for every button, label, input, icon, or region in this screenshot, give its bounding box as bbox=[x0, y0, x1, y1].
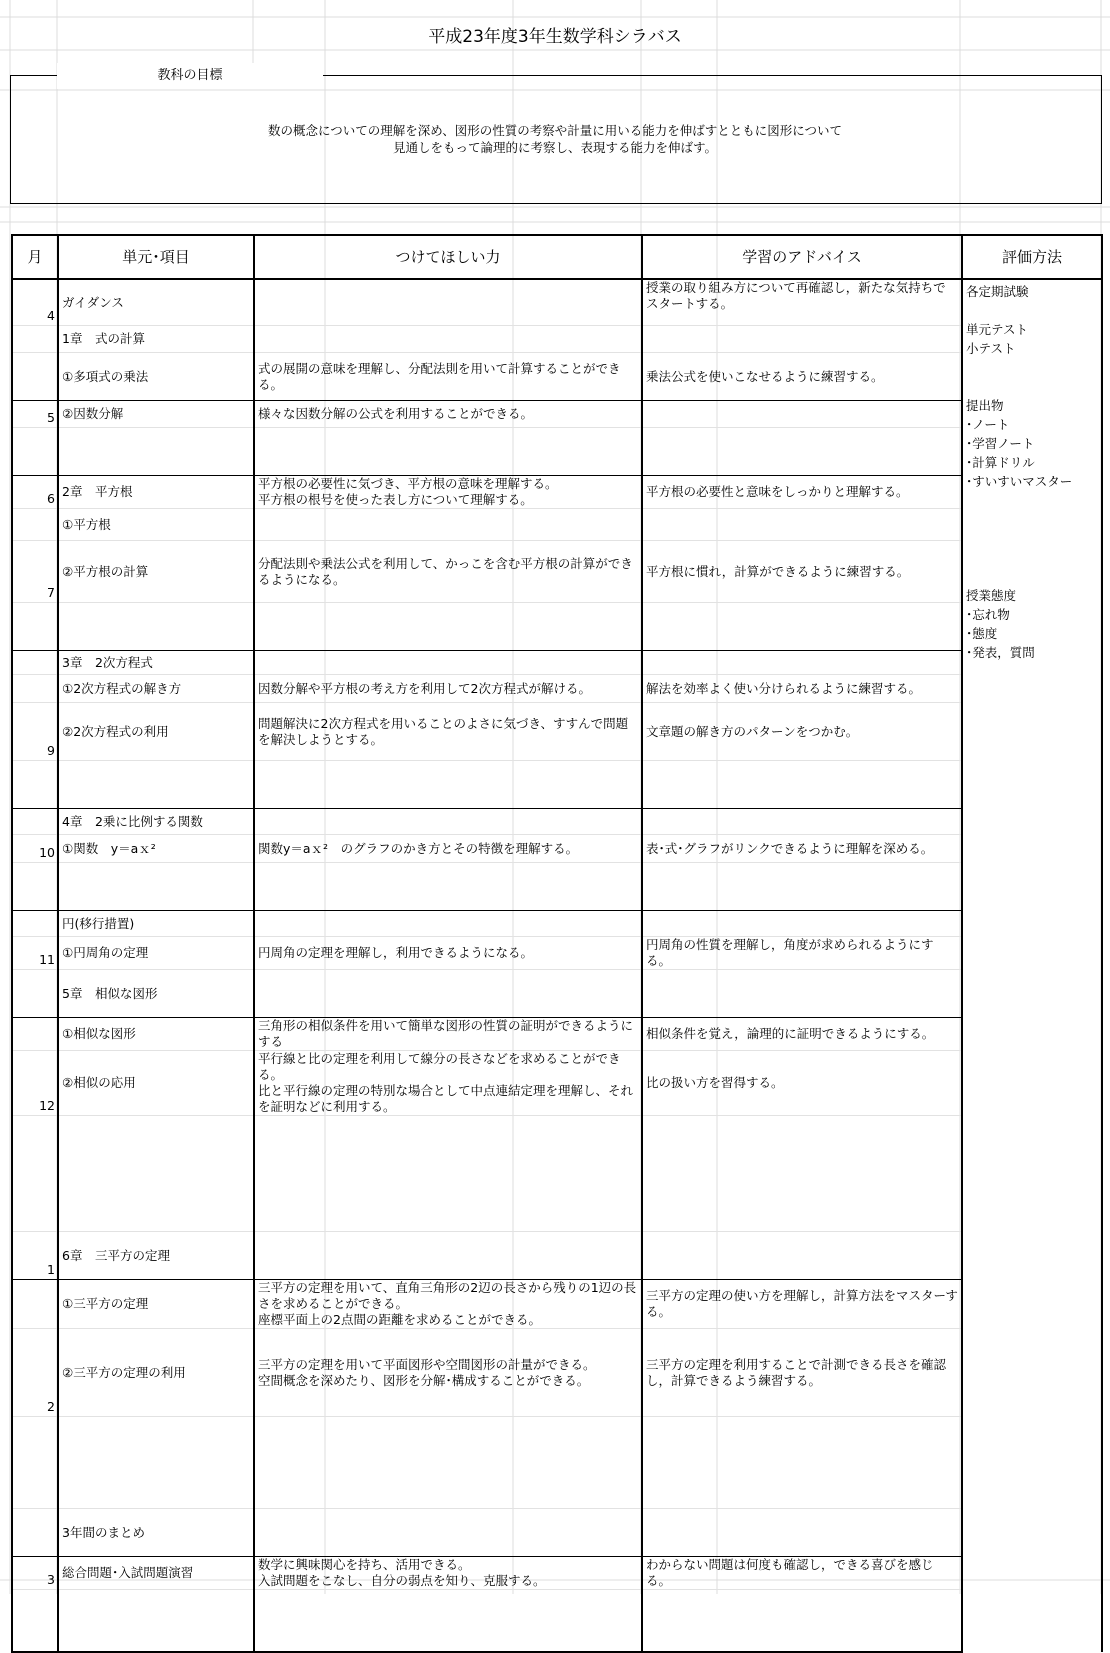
unit-cell bbox=[58, 1417, 254, 1509]
ability-cell bbox=[254, 1116, 642, 1232]
advice-cell bbox=[642, 326, 962, 353]
unit-cell: 5章 相似な図形 bbox=[58, 970, 254, 1018]
unit-cell: 1章 式の計算 bbox=[58, 326, 254, 353]
table-row bbox=[12, 1329, 1102, 1417]
evaluation-item bbox=[966, 493, 1098, 512]
evaluation-item: 単元テスト bbox=[966, 322, 1029, 337]
table-row bbox=[12, 1051, 1102, 1116]
table-row bbox=[12, 509, 1102, 541]
header-row bbox=[12, 235, 1102, 279]
evaluation-item bbox=[966, 379, 1098, 398]
ability-cell bbox=[254, 603, 642, 651]
header-advice: 学習のアドバイス bbox=[642, 235, 962, 279]
advice-cell bbox=[642, 1116, 962, 1232]
advice-cell: 乗法公式を使いこなせるように練習する。 bbox=[642, 353, 962, 401]
month-cell bbox=[12, 809, 58, 835]
month-cell bbox=[12, 863, 58, 911]
table-row bbox=[12, 703, 1102, 761]
advice-cell: わからない問題は何度も確認し，できる喜びを感じる。 bbox=[642, 1557, 962, 1590]
table-row bbox=[12, 1232, 1102, 1280]
table-row bbox=[12, 675, 1102, 703]
ability-cell bbox=[254, 809, 642, 835]
ability-cell: 平方根の必要性に気づき、平方根の意味を理解する。 平方根の根号を使った表し方について理解する。 bbox=[254, 476, 642, 509]
header-ability: つけてほしい力 bbox=[254, 235, 642, 279]
header-evaluation: 評価方法 bbox=[962, 235, 1102, 279]
goal-text bbox=[0, 122, 1110, 156]
evaluation-item: ･計算ドリル bbox=[966, 455, 1035, 470]
month-cell bbox=[12, 1590, 58, 1653]
table-row bbox=[12, 1509, 1102, 1557]
unit-cell bbox=[58, 428, 254, 476]
advice-cell: 円周角の性質を理解し，角度が求められるようにする。 bbox=[642, 937, 962, 970]
advice-cell: 相似条件を覚え，論理的に証明できるようにする。 bbox=[642, 1018, 962, 1051]
unit-cell: ②相似の応用 bbox=[58, 1051, 254, 1116]
ability-cell: 円周角の定理を理解し，利用できるようになる。 bbox=[254, 937, 642, 970]
table-row bbox=[12, 809, 1102, 835]
month-cell bbox=[12, 1018, 58, 1051]
month-cell bbox=[12, 509, 58, 541]
month-cell: 4 bbox=[12, 279, 58, 326]
advice-cell: 表･式･グラフがリンクできるように理解を深める。 bbox=[642, 835, 962, 863]
advice-cell: 平方根の必要性と意味をしっかりと理解する。 bbox=[642, 476, 962, 509]
table-row bbox=[12, 1417, 1102, 1509]
unit-cell: ①相似な図形 bbox=[58, 1018, 254, 1051]
page-title: 平成23年度3年生数学科シラバス bbox=[428, 27, 682, 47]
ability-cell: 様々な因数分解の公式を利用することができる。 bbox=[254, 401, 642, 428]
month-cell: 12 bbox=[12, 1051, 58, 1116]
evaluation-item bbox=[966, 569, 1098, 588]
month-cell bbox=[12, 603, 58, 651]
month-cell: 2 bbox=[12, 1329, 58, 1417]
evaluation-item: ･発表，質問 bbox=[966, 645, 1035, 660]
unit-cell: ①2次方程式の解き方 bbox=[58, 675, 254, 703]
unit-cell: 6章 三平方の定理 bbox=[58, 1232, 254, 1280]
ability-cell bbox=[254, 970, 642, 1018]
evaluation-item: ･忘れ物 bbox=[966, 607, 1010, 622]
evaluation-cell bbox=[962, 279, 1102, 1652]
advice-cell bbox=[642, 1590, 962, 1653]
unit-cell: 総合問題･入試問題演習 bbox=[58, 1557, 254, 1590]
month-cell: 3 bbox=[12, 1557, 58, 1590]
ability-cell: 分配法則や乗法公式を利用して、かっこを含む平方根の計算ができるようになる。 bbox=[254, 541, 642, 603]
advice-cell bbox=[642, 1417, 962, 1509]
advice-cell bbox=[642, 651, 962, 675]
goal-label: 教科の目標 bbox=[57, 63, 323, 89]
ability-cell bbox=[254, 761, 642, 809]
unit-cell: ①平方根 bbox=[58, 509, 254, 541]
month-cell: 10 bbox=[12, 835, 58, 863]
month-cell bbox=[12, 761, 58, 809]
advice-cell bbox=[642, 809, 962, 835]
ability-cell bbox=[254, 509, 642, 541]
unit-cell: ①円周角の定理 bbox=[58, 937, 254, 970]
table-row bbox=[12, 651, 1102, 675]
month-cell bbox=[12, 970, 58, 1018]
month-cell: 9 bbox=[12, 703, 58, 761]
unit-cell bbox=[58, 863, 254, 911]
advice-cell bbox=[642, 1509, 962, 1557]
evaluation-item bbox=[966, 303, 1098, 322]
ability-cell bbox=[254, 1417, 642, 1509]
ability-cell: 平行線と比の定理を利用して線分の長さなどを求めることができる。 比と平行線の定理の特別な場合として中点連結定理を理解し、それを証明などに利用する。 bbox=[254, 1051, 642, 1116]
unit-cell: 4章 2乗に比例する関数 bbox=[58, 809, 254, 835]
table-row bbox=[12, 476, 1102, 509]
month-cell bbox=[12, 326, 58, 353]
table-row bbox=[12, 1280, 1102, 1329]
ability-cell: 三角形の相似条件を用いて簡単な図形の性質の証明ができるようにする bbox=[254, 1018, 642, 1051]
month-cell: 5 bbox=[12, 401, 58, 428]
table-row bbox=[12, 761, 1102, 809]
unit-cell: ガイダンス bbox=[58, 279, 254, 326]
evaluation-item: 授業態度 bbox=[966, 588, 1017, 603]
ability-cell bbox=[254, 1509, 642, 1557]
advice-cell: 三平方の定理を利用することで計測できる長さを確認し，計算できるよう練習する。 bbox=[642, 1329, 962, 1417]
advice-cell bbox=[642, 863, 962, 911]
advice-cell bbox=[642, 970, 962, 1018]
unit-cell: 2章 平方根 bbox=[58, 476, 254, 509]
unit-cell: 3章 2次方程式 bbox=[58, 651, 254, 675]
advice-cell: 文章題の解き方のパターンをつかむ。 bbox=[642, 703, 962, 761]
month-cell: 7 bbox=[12, 541, 58, 603]
ability-cell bbox=[254, 911, 642, 937]
goal-line: 見通しをもって論理的に考察し、表現する能力を伸ばす。 bbox=[392, 140, 717, 155]
ability-cell: 問題解決に2次方程式を用いることのよさに気づき、すすんで問題を解決しようとする。 bbox=[254, 703, 642, 761]
ability-cell bbox=[254, 651, 642, 675]
evaluation-item: 各定期試験 bbox=[966, 284, 1029, 299]
advice-cell: 平方根に慣れ，計算ができるように練習する。 bbox=[642, 541, 962, 603]
evaluation-item bbox=[966, 531, 1098, 550]
table-row bbox=[12, 1557, 1102, 1590]
table-row bbox=[12, 326, 1102, 353]
table-row bbox=[12, 911, 1102, 937]
evaluation-item bbox=[966, 512, 1098, 531]
month-cell bbox=[12, 353, 58, 401]
table-row bbox=[12, 541, 1102, 603]
unit-cell: ①三平方の定理 bbox=[58, 1280, 254, 1329]
table-row bbox=[12, 970, 1102, 1018]
ability-cell: 因数分解や平方根の考え方を利用して2次方程式が解ける。 bbox=[254, 675, 642, 703]
table-row bbox=[12, 863, 1102, 911]
header-unit: 単元･項目 bbox=[58, 235, 254, 279]
ability-cell: 三平方の定理を用いて平面図形や空間図形の計量ができる。 空間概念を深めたり、図形を分解･構成することができる。 bbox=[254, 1329, 642, 1417]
month-cell bbox=[12, 1116, 58, 1232]
month-cell bbox=[12, 428, 58, 476]
table-row bbox=[12, 428, 1102, 476]
evaluation-item: ･ノート bbox=[966, 417, 1010, 432]
ability-cell: 数学に興味関心を持ち、活用できる。 入試問題をこなし、自分の弱点を知り、克服する。 bbox=[254, 1557, 642, 1590]
ability-cell: 関数y＝aｘ² のグラフのかき方とその特徴を理解する。 bbox=[254, 835, 642, 863]
advice-cell: 三平方の定理の使い方を理解し，計算方法をマスターする。 bbox=[642, 1280, 962, 1329]
unit-cell bbox=[58, 1116, 254, 1232]
ability-cell bbox=[254, 1232, 642, 1280]
advice-cell bbox=[642, 428, 962, 476]
month-cell bbox=[12, 1417, 58, 1509]
advice-cell bbox=[642, 603, 962, 651]
ability-cell: 三平方の定理を用いて、直角三角形の2辺の長さから残りの1辺の長さを求めることができる。 座標平面上の2点間の距離を求めることができる。 bbox=[254, 1280, 642, 1329]
evaluation-item bbox=[966, 550, 1098, 569]
unit-cell bbox=[58, 603, 254, 651]
advice-cell bbox=[642, 911, 962, 937]
header-month: 月 bbox=[12, 235, 58, 279]
evaluation-item: 小テスト bbox=[966, 341, 1016, 356]
table-row bbox=[12, 279, 1102, 326]
table-row bbox=[12, 937, 1102, 970]
unit-cell: 円(移行措置) bbox=[58, 911, 254, 937]
syllabus-table bbox=[11, 234, 1103, 1653]
month-cell bbox=[12, 675, 58, 703]
advice-cell bbox=[642, 761, 962, 809]
unit-cell bbox=[58, 761, 254, 809]
table-row bbox=[12, 401, 1102, 428]
ability-cell bbox=[254, 1590, 642, 1653]
table-row bbox=[12, 835, 1102, 863]
table-row bbox=[12, 1590, 1102, 1653]
evaluation-item: ･学習ノート bbox=[966, 436, 1035, 451]
ability-cell bbox=[254, 279, 642, 326]
goal-line: 数の概念についての理解を深め、図形の性質の考察や計量に用いる能力を伸ばすとともに図形について bbox=[267, 123, 842, 138]
month-cell bbox=[12, 1280, 58, 1329]
unit-cell: ①多項式の乗法 bbox=[58, 353, 254, 401]
advice-cell bbox=[642, 401, 962, 428]
evaluation-item: ･すいすいマスター bbox=[966, 474, 1073, 489]
unit-cell: 3年間のまとめ bbox=[58, 1509, 254, 1557]
evaluation-item bbox=[966, 360, 1098, 379]
table-row bbox=[12, 603, 1102, 651]
unit-cell: ①関数 y＝aｘ² bbox=[58, 835, 254, 863]
advice-cell: 解法を効率よく使い分けられるように練習する。 bbox=[642, 675, 962, 703]
unit-cell: ②2次方程式の利用 bbox=[58, 703, 254, 761]
advice-cell bbox=[642, 509, 962, 541]
unit-cell: ②平方根の計算 bbox=[58, 541, 254, 603]
ability-cell bbox=[254, 326, 642, 353]
evaluation-item: 提出物 bbox=[966, 398, 1004, 413]
month-cell bbox=[12, 1509, 58, 1557]
evaluation-item: ･態度 bbox=[966, 626, 998, 641]
advice-cell bbox=[642, 1232, 962, 1280]
table-row bbox=[12, 1018, 1102, 1051]
ability-cell: 式の展開の意味を理解し、分配法則を用いて計算することができる。 bbox=[254, 353, 642, 401]
unit-cell: ②三平方の定理の利用 bbox=[58, 1329, 254, 1417]
advice-cell: 比の扱い方を習得する。 bbox=[642, 1051, 962, 1116]
advice-cell: 授業の取り組み方について再確認し，新たな気持ちでスタートする。 bbox=[642, 279, 962, 326]
table-row bbox=[12, 1116, 1102, 1232]
table-row bbox=[12, 353, 1102, 401]
ability-cell bbox=[254, 428, 642, 476]
month-cell: 6 bbox=[12, 476, 58, 509]
ability-cell bbox=[254, 863, 642, 911]
month-cell bbox=[12, 911, 58, 937]
unit-cell: ②因数分解 bbox=[58, 401, 254, 428]
unit-cell bbox=[58, 1590, 254, 1653]
month-cell: 1 bbox=[12, 1232, 58, 1280]
month-cell bbox=[12, 651, 58, 675]
month-cell: 11 bbox=[12, 937, 58, 970]
